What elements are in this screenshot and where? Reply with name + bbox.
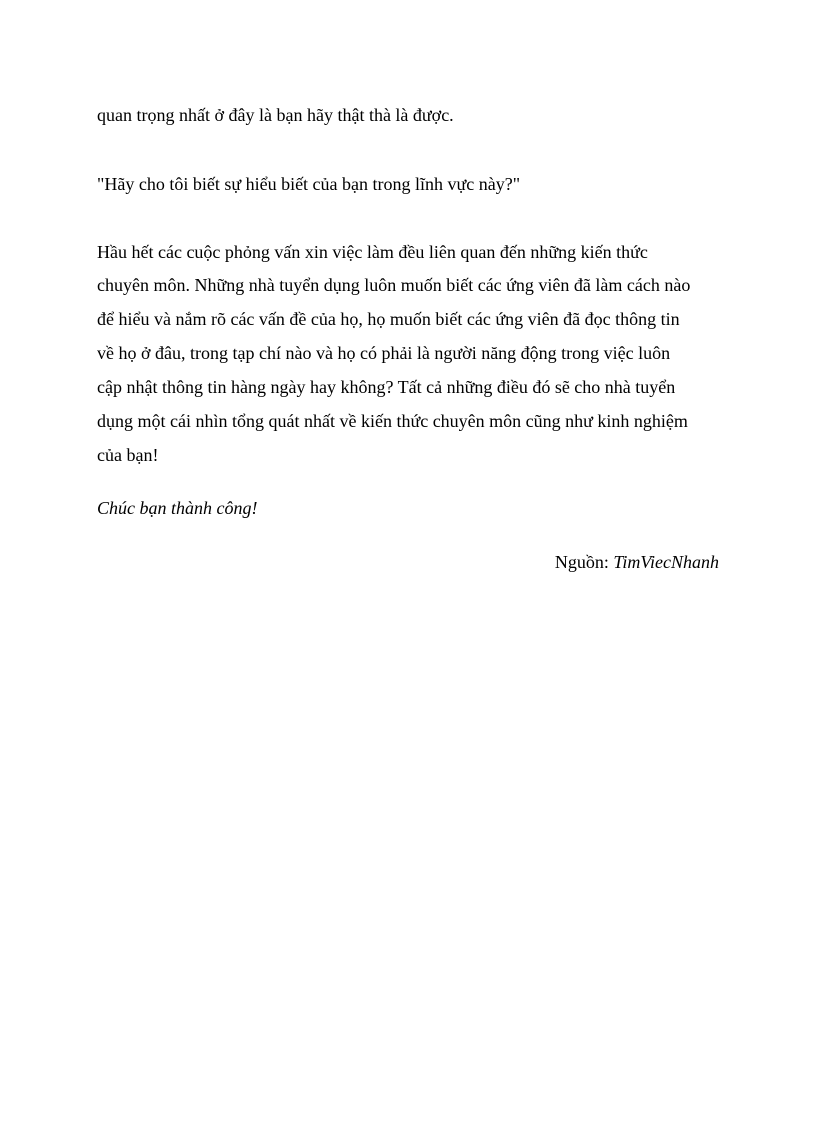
paragraph-2-line-1: Hầu hết các cuộc phỏng vấn xin việc làm đều liên quan đến những kiến thức: [97, 242, 648, 262]
paragraph-2-line-4: về họ ở đâu, trong tạp chí nào và họ có phải là người năng động trong việc luôn: [97, 343, 671, 363]
question-heading: "Hãy cho tôi biết sự hiểu biết của bạn trong lĩnh vực này?": [97, 174, 521, 194]
source-name: TimViecNhanh: [613, 552, 719, 572]
closing-line: Chúc bạn thành công!: [97, 498, 258, 518]
paragraph-2-line-2: chuyên môn. Những nhà tuyển dụng luôn muốn biết các ứng viên đã làm cách nào: [97, 275, 691, 295]
paragraph-2-line-3: để hiểu và nắm rõ các vấn đề của họ, họ muốn biết các ứng viên đã đọc thông tin: [97, 309, 680, 329]
paragraph-1-line-1: quan trọng nhất ở đây là bạn hãy thật thà là được.: [97, 105, 454, 125]
source-attribution: [555, 551, 719, 573]
paragraph-2-line-5: cập nhật thông tin hàng ngày hay không? Tất cả những điều đó sẽ cho nhà tuyển: [97, 377, 676, 397]
paragraph-2-line-7: của bạn!: [97, 445, 159, 465]
source-label: Nguồn:: [554, 552, 614, 572]
paragraph-2-line-6: dụng một cái nhìn tổng quát nhất về kiến thức chuyên môn cũng như kinh nghiệm: [97, 411, 688, 431]
